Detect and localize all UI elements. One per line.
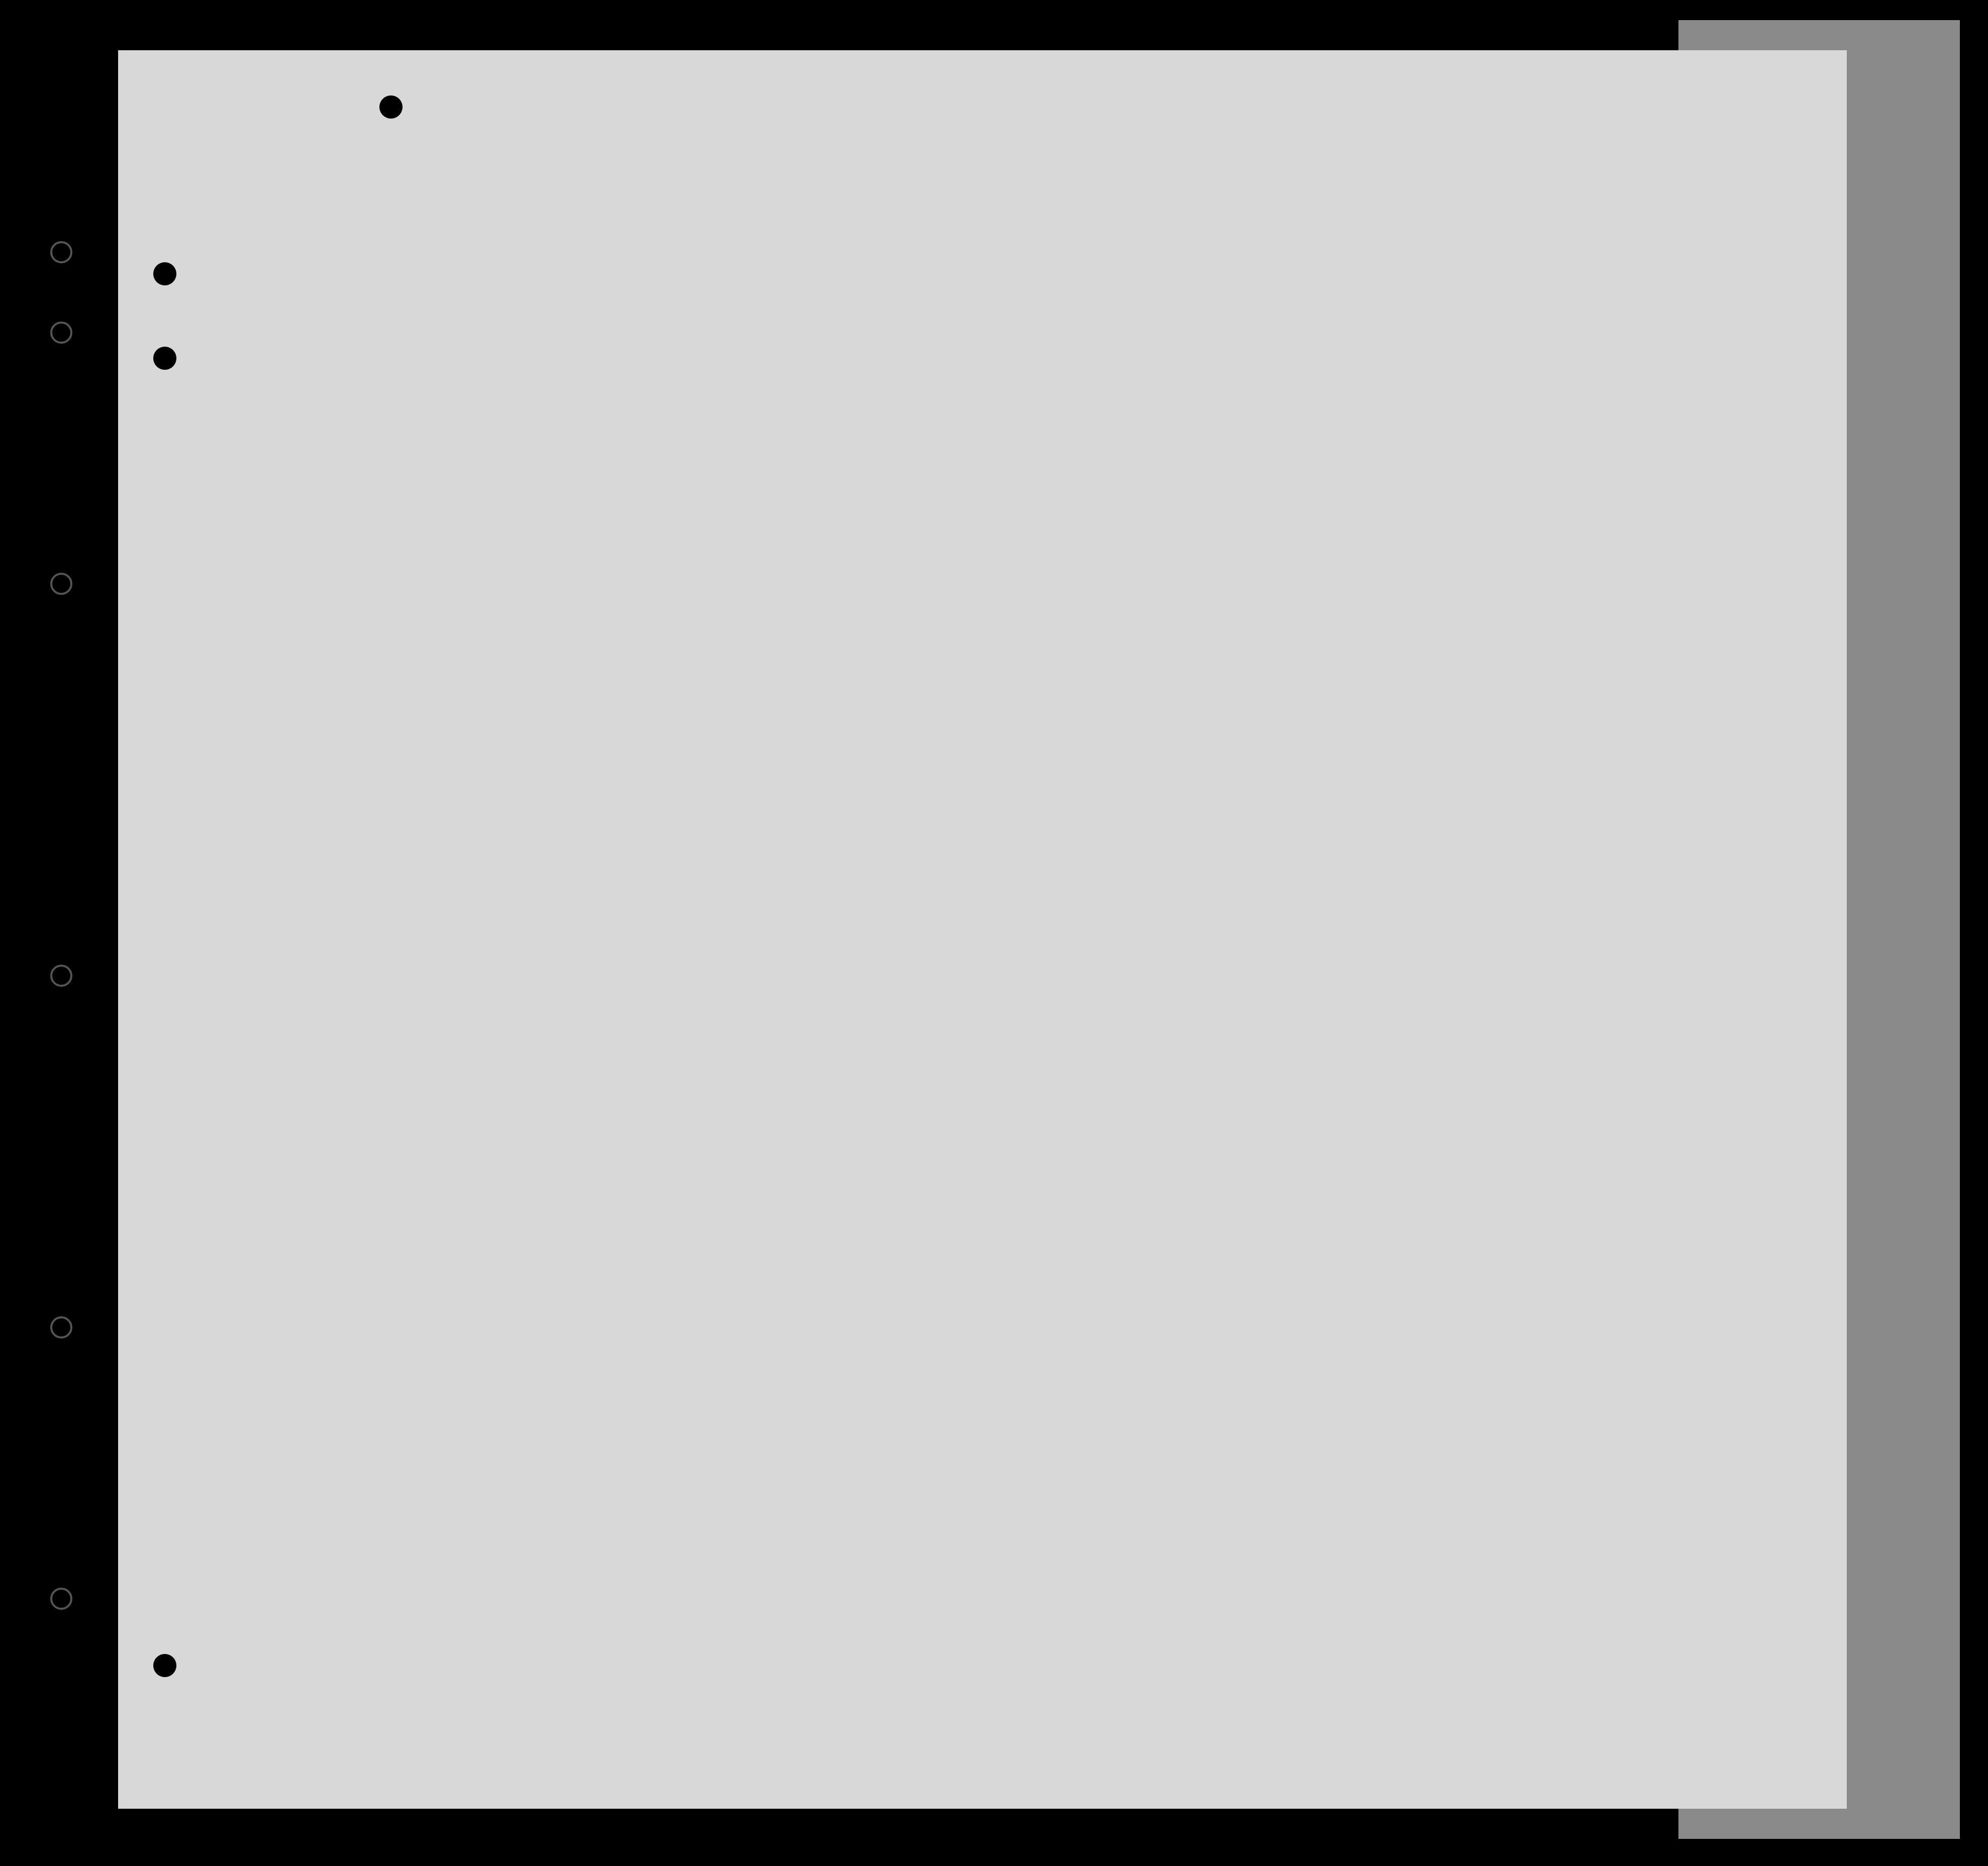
punch-hole (153, 262, 176, 285)
punch-hole (153, 1654, 176, 1677)
punch-hole (153, 347, 176, 370)
punch-hole (379, 95, 403, 119)
